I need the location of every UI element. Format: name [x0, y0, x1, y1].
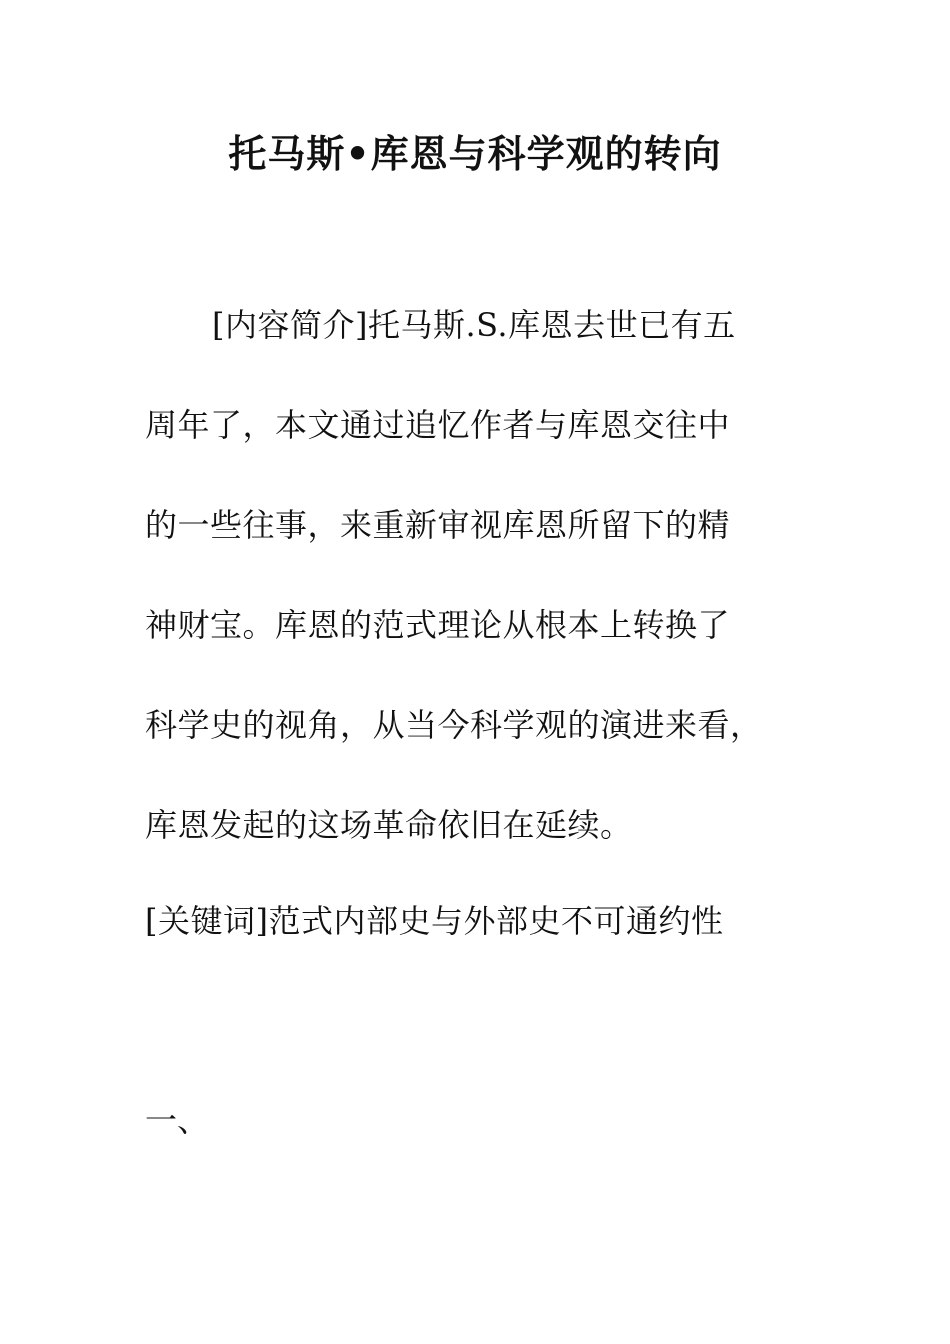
- abstract-line-5: 科学史的视角，从当今科学观的演进来看，: [145, 706, 763, 744]
- section-heading: 一、: [145, 1101, 210, 1139]
- abstract-line-1: [内容简介]托马斯.S.库恩去世已有五: [212, 306, 736, 344]
- abstract-line-6: 库恩发起的这场革命依旧在延续。: [145, 806, 633, 844]
- abstract-line-2: 周年了，本文通过追忆作者与库恩交往中: [145, 406, 731, 444]
- abstract-line-3: 的一些往事，来重新审视库恩所留下的精: [145, 506, 731, 544]
- keywords-line: [关键词]范式内部史与外部史不可通约性: [145, 902, 724, 940]
- document-title: 托马斯•库恩与科学观的转向: [228, 132, 722, 176]
- abstract-line-4: 神财宝。库恩的范式理论从根本上转换了: [145, 606, 731, 644]
